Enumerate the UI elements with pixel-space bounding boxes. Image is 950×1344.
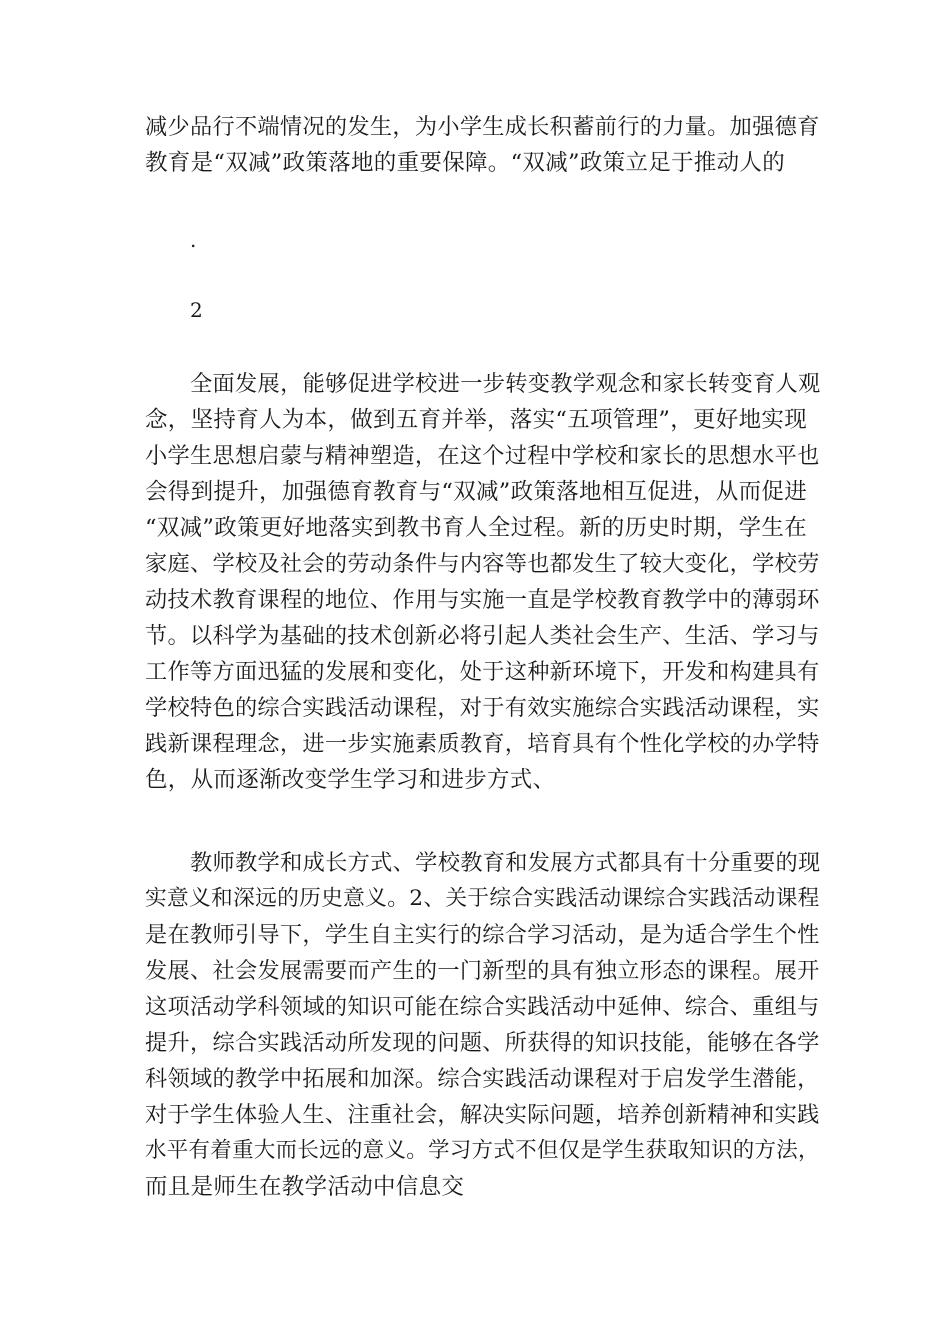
page-number: 2: [190, 298, 203, 322]
text-line: 家庭、学校及社会的劳动条件与内容等也都发生了较大变化，学校劳: [145, 551, 820, 577]
text-line: 减少品行不端情况的发生，为小学生成长积蓄前行的力量。加强德育: [145, 114, 820, 140]
text-line: 全面发展，能够促进学校进一步转变教学观念和家长转变育人观: [190, 371, 821, 397]
text-line: 实意义和深远的历史意义。2、关于综合实践活动课综合实践活动课程: [145, 886, 820, 911]
page-break-dot: .: [190, 228, 197, 252]
text-line: 念，坚持育人为本，做到五育并举，落实“五项管理”，更好地实现: [145, 407, 808, 433]
text-line: 对于学生体验人生、注重社会，解决实际问题，培养创新精神和实践: [145, 1102, 820, 1128]
text-line: “双减”政策更好地落实到教书育人全过程。新的历史时期，学生在: [145, 515, 808, 541]
text-line: 教育是“双减”政策落地的重要保障。“双减”政策立足于推动人的: [145, 150, 786, 176]
text-line: 色，从而逐渐改变学生学习和进步方式、: [145, 767, 556, 793]
text-line: 会得到提升，加强德育教育与“双减”政策落地相互促进，从而促进: [145, 479, 808, 505]
text-line: 发展、社会发展需要而产生的一门新型的具有独立形态的课程。展开: [145, 958, 820, 984]
text-line: 提升，综合实践活动所发现的问题、所获得的知识技能，能够在各学: [145, 1030, 820, 1056]
text-line: 动技术教育课程的地位、作用与实施一直是学校教育教学中的薄弱环: [145, 587, 820, 613]
text-line: 科领域的教学中拓展和加深。综合实践活动课程对于启发学生潜能，: [145, 1066, 820, 1092]
text-line: 学校特色的综合实践活动课程，对于有效实施综合实践活动课程，实: [145, 695, 820, 721]
text-line: 节。以科学为基础的技术创新必将引起人类社会生产、生活、学习与: [145, 623, 820, 649]
text-line: 是在教师引导下，学生自主实行的综合学习活动，是为适合学生个性: [145, 922, 820, 948]
text-line: 而且是师生在教学活动中信息交: [145, 1174, 465, 1200]
text-line: 践新课程理念，进一步实施素质教育，培育具有个性化学校的办学特: [145, 731, 820, 757]
text-line: 这项活动学科领域的知识可能在综合实践活动中延伸、综合、重组与: [145, 994, 820, 1020]
text-line: 小学生思想启蒙与精神塑造，在这个过程中学校和家长的思想水平也: [145, 443, 820, 469]
text-line: 工作等方面迅猛的发展和变化，处于这种新环境下，开发和构建具有: [145, 659, 820, 685]
text-line: 水平有着重大而长远的意义。学习方式不但仅是学生获取知识的方法，: [145, 1138, 820, 1163]
text-line: 教师教学和成长方式、学校教育和发展方式都具有十分重要的现: [190, 850, 821, 876]
